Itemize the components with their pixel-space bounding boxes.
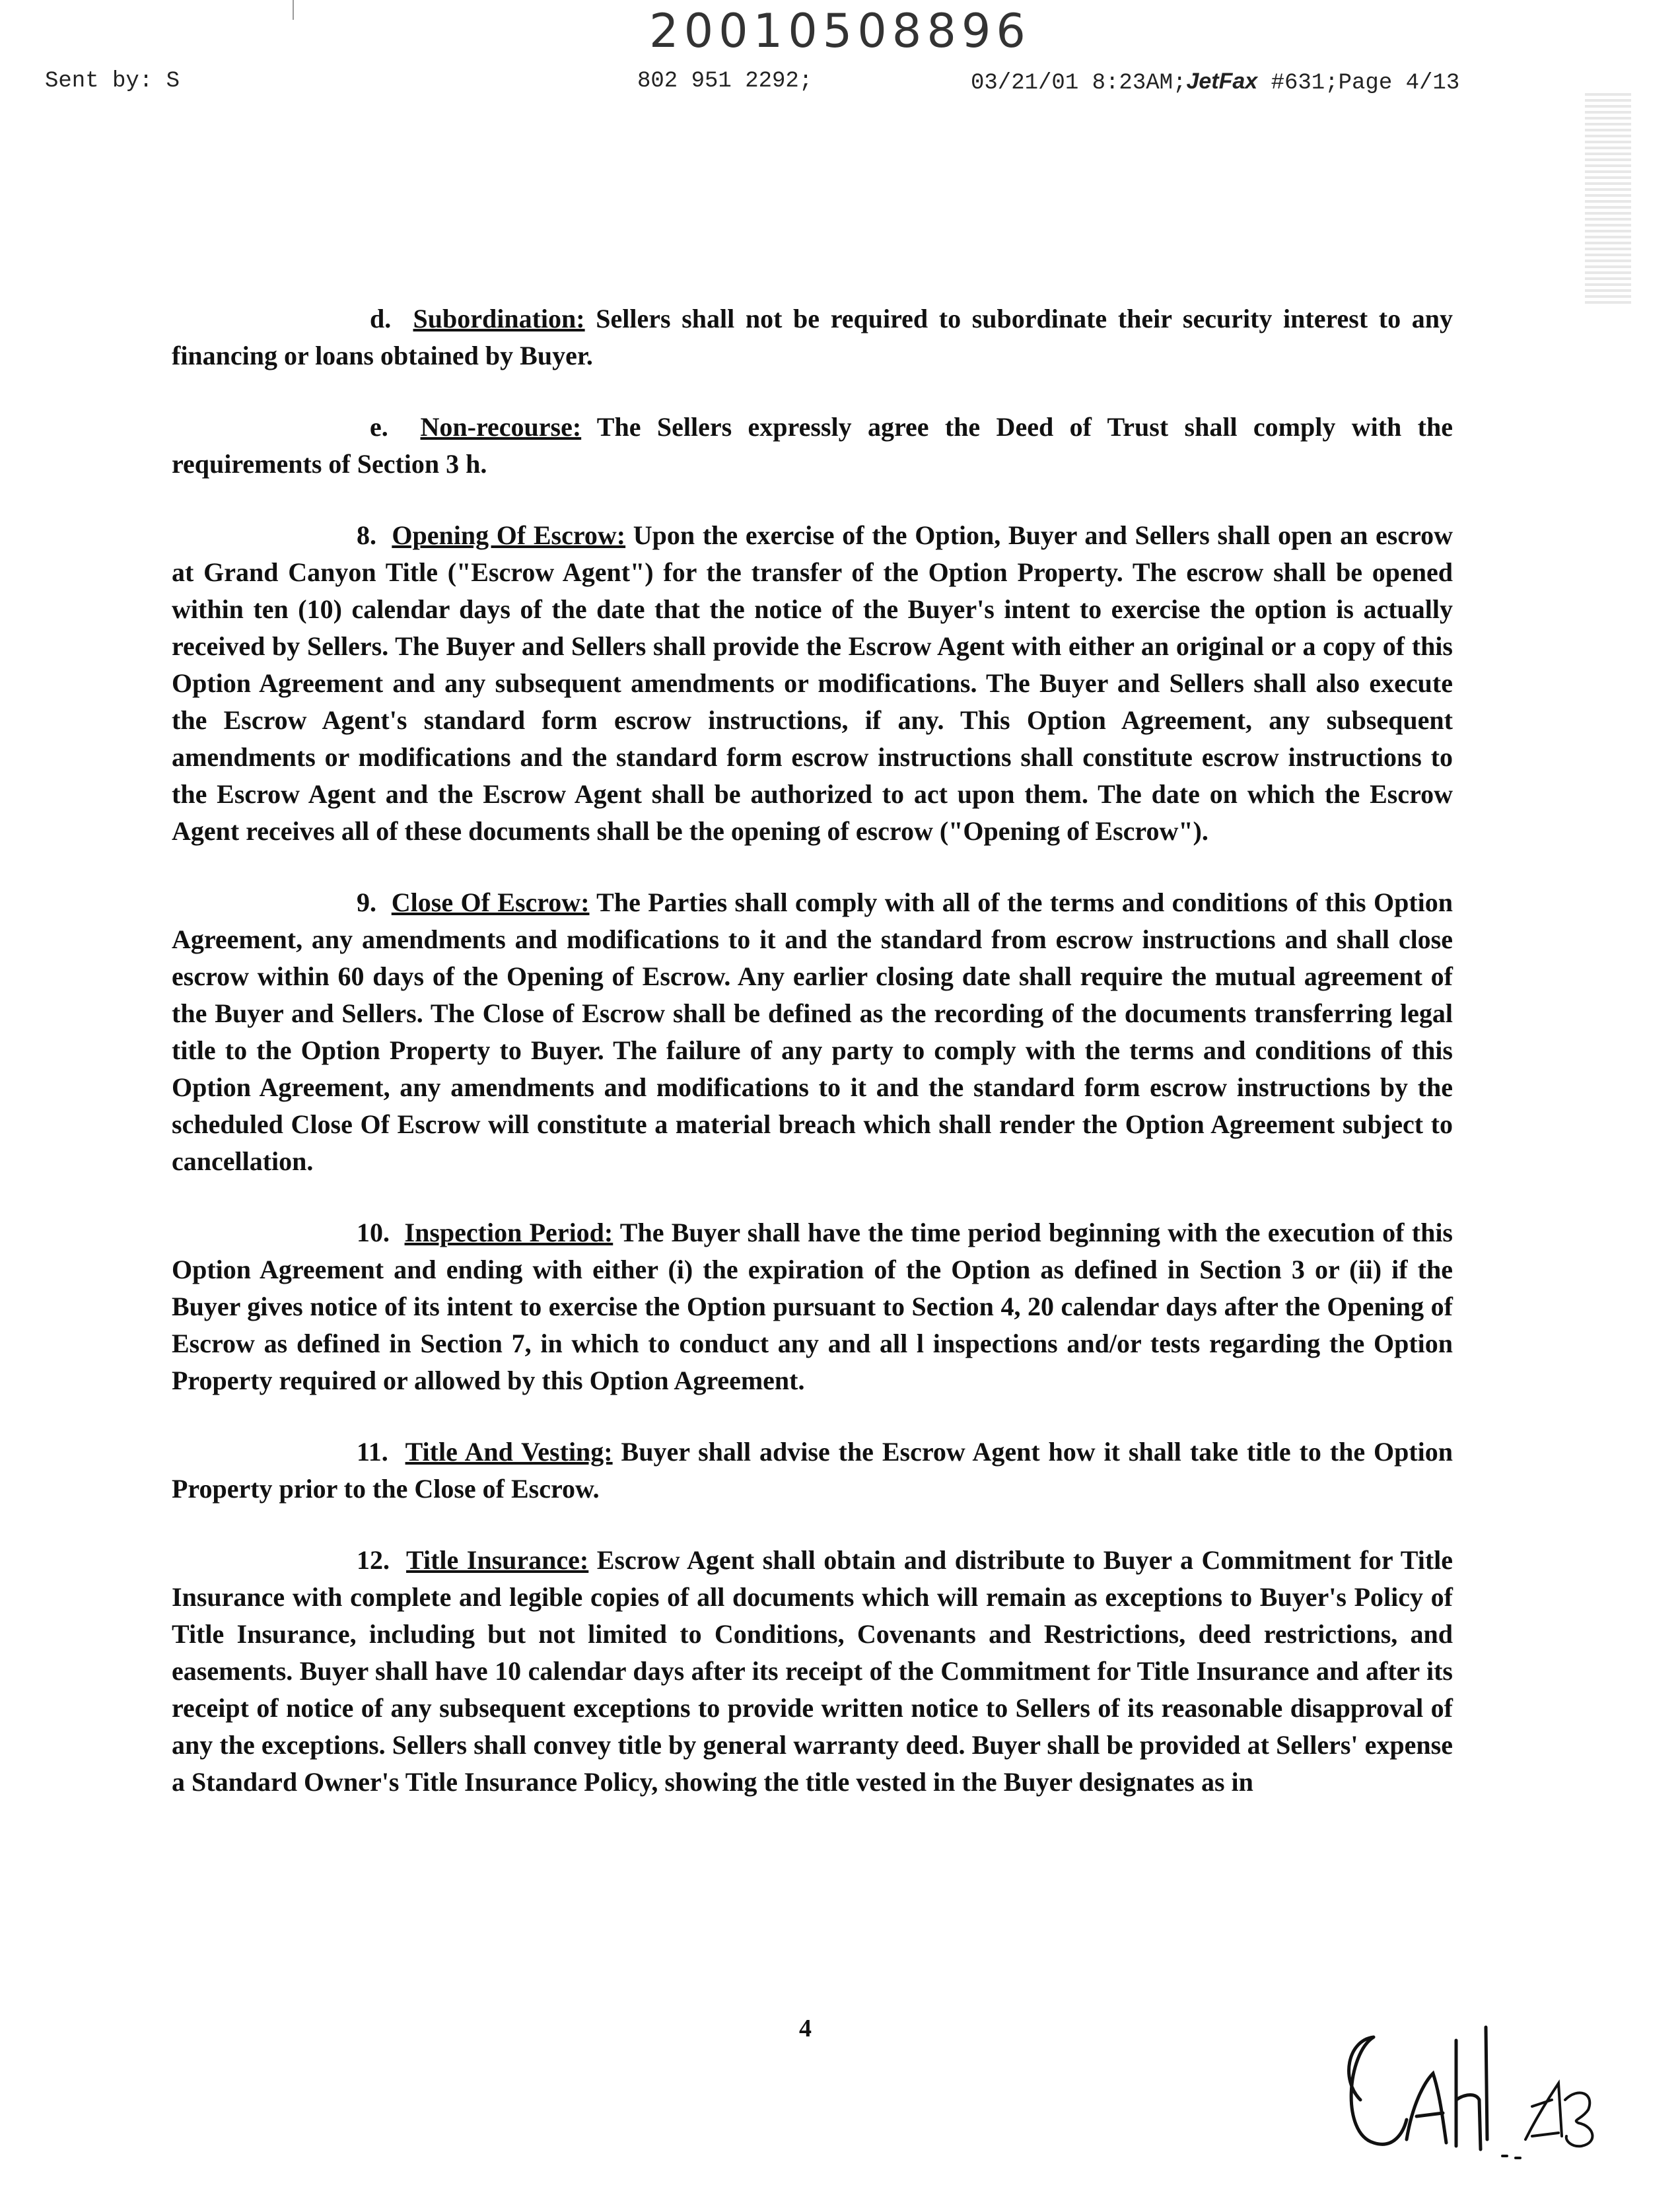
section-title-and-vesting: [172, 1434, 1453, 1508]
section-text: The Parties shall comply with all of the terms and conditions of this Option Agreement, any amendments and modifications to it and the standard from escrow instructions and shall close escrow within 60 days of the Opening of Escrow. Any earlier closing date shall require the mutual agreement of the Buyer and Sellers. The Close of Escrow shall be defined as the recording of the documents transferring legal title to the Option Property to Buyer. The failure of any party to comply with the terms and conditions of this Option Agreement, any amendments and modifications to it and the standard form escrow instructions by the scheduled Close Of Escrow will constitute a material breach which shall render the Option Agreement subject to cancellation.: [172, 887, 1453, 1176]
fax-sent-by: Sent by: S: [45, 69, 180, 94]
fax-brand: JetFax: [1186, 69, 1258, 94]
section-opening-of-escrow: [172, 517, 1453, 850]
section-text: The Sellers expressly agree the Deed of Trust shall comply with the requirements of Section 3 h.: [172, 412, 1453, 479]
section-text: Escrow Agent shall obtain and distribute to Buyer a Commitment for Title Insurance with complete and legible copies of all documents which will remain as exceptions to Buyer's Policy of Title Insurance, including but not limited to Conditions, Covenants and Restrictions, deed restrictions, and easements. Buyer shall have 10 calendar days after its receipt of the Commitment for Title Insurance and after its receipt of notice of any subsequent exceptions to provide written notice to Sellers of its reasonable disapproval of any the exceptions. Sellers shall convey title by general warranty deed. Buyer shall be provided at Sellers' expense a Standard Owner's Title Insurance Policy, showing the title vested in the Buyer designates as in: [172, 1545, 1453, 1797]
section-number: 8.: [357, 520, 376, 550]
fax-page: #631;Page 4/13: [1271, 71, 1460, 96]
page-number: 4: [799, 2015, 812, 2042]
section-heading: Title Insurance:: [406, 1545, 589, 1575]
handwritten-initials-signature: [1334, 2001, 1611, 2172]
section-text: The Buyer shall have the time period beginning with the execution of this Option Agreement and ending with either (i) the expiration of the Option as defined in Section 3 or (ii) if the Buyer gives notice of its intent to exercise the Option pursuant to Section 4, 20 calendar days after the Opening of Escrow as defined in Section 7, in which to conduct any and all l inspections and/or tests regarding the Option Property required or allowed by this Option Agreement.: [172, 1218, 1453, 1395]
section-heading: Subordination:: [413, 304, 585, 333]
section-number: 10.: [357, 1218, 390, 1247]
section-text: Upon the exercise of the Option, Buyer and Sellers shall open an escrow at Grand Canyon Title ("Escrow Agent") for the transfer of the Option Property. The escrow shall be opened within ten (10) calendar days of the date that the notice of the Buyer's intent to exercise the option is actually received by Sellers. The Buyer and Sellers shall provide the Escrow Agent with either an original or a copy of this Option Agreement and any subsequent amendments or modifications. The Buyer and Sellers shall also execute the Escrow Agent's standard form escrow instructions, if any. This Option Agreement, any subsequent amendments or modifications and the standard form escrow instructions shall constitute escrow instructions to the Escrow Agent and the Escrow Agent shall be authorized to act upon them. The date on which the Escrow Agent receives all of these documents shall be the opening of escrow ("Opening of Escrow").: [172, 520, 1453, 846]
section-heading: Opening Of Escrow:: [392, 520, 626, 550]
section-inspection-period: [172, 1214, 1453, 1399]
document-number: 20010508896: [649, 4, 1031, 58]
section-number: 12.: [357, 1545, 390, 1575]
document-body: [172, 300, 1453, 1835]
fax-datetime: 03/21/01 8:23AM;: [971, 71, 1187, 96]
scanner-stamp-mark: [1585, 92, 1631, 304]
section-heading: Close Of Escrow:: [391, 887, 590, 917]
section-number: e.: [370, 412, 388, 442]
section-heading: Non-recourse:: [420, 412, 582, 442]
section-close-of-escrow: [172, 884, 1453, 1180]
section-heading: Title And Vesting:: [405, 1437, 613, 1467]
section-text: Sellers shall not be required to subordinate their security interest to any financing or loans obtained by Buyer.: [172, 304, 1453, 370]
section-number: 9.: [357, 887, 376, 917]
fax-header-line: [971, 69, 1459, 96]
fax-number: 802 951 2292;: [637, 69, 813, 94]
section-text: Buyer shall advise the Escrow Agent how it shall take title to the Option Property prior to the Close of Escrow.: [172, 1437, 1453, 1504]
section-subordination: [172, 300, 1453, 374]
section-non-recourse: [172, 409, 1453, 483]
section-number: 11.: [357, 1437, 388, 1467]
section-number: d.: [370, 304, 392, 333]
section-title-insurance: [172, 1542, 1453, 1801]
section-heading: Inspection Period:: [404, 1218, 613, 1247]
